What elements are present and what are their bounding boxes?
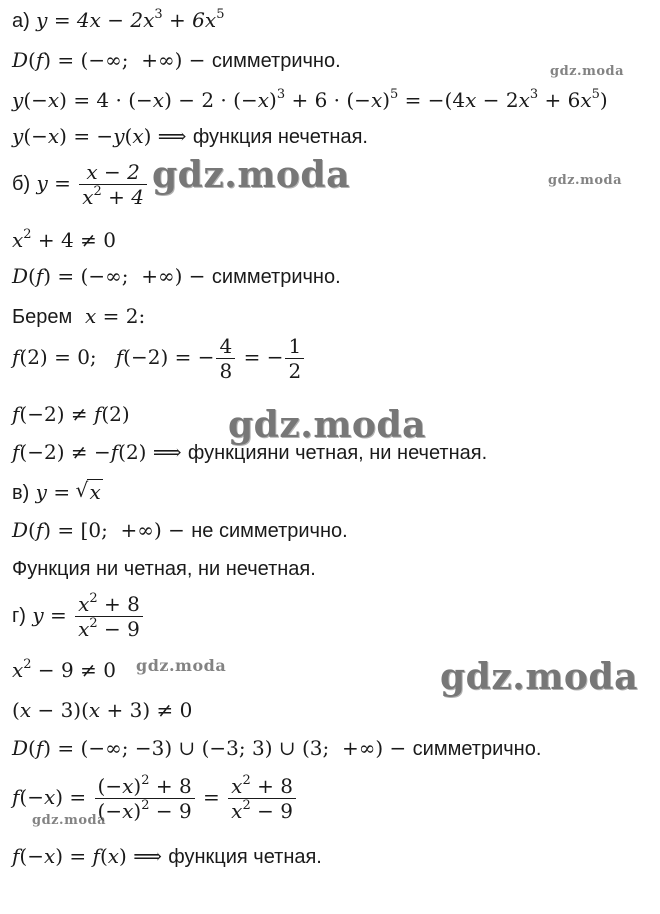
formula-b7: f: [12, 440, 20, 464]
sqrt-icon: √ x: [76, 478, 102, 506]
formula-g5: f: [12, 785, 20, 809]
formula-a3: y: [12, 88, 24, 112]
line-v1: [12, 478, 103, 507]
line-a2: D(f) = (−∞; +∞) − симметрично.: [12, 48, 341, 72]
line-a1: [12, 6, 224, 35]
watermark-small-4: gdz.moda: [32, 813, 107, 828]
line-b7: f(−2) ≠ −f(2) ⟹ функцияни четная, ни нечетная.: [12, 440, 488, 464]
line-g2: [12, 656, 116, 684]
text-symmetric-b: симметрично.: [211, 266, 341, 288]
line-a4: y(−x) = −y(x) ⟹ функция нечетная.: [12, 124, 368, 148]
fraction-g5b: $\frac{x^2 + 8}{x^2 - 9}$: [228, 774, 296, 823]
text-neither-1: функцияни четная, ни нечетная.: [187, 442, 488, 464]
line-b6: f(−2) ≠ f(2): [12, 402, 130, 426]
fraction-4-8: $\frac{4}{8}$: [216, 334, 235, 383]
text-neither-2: Функция ни четная, ни нечетная.: [12, 558, 316, 580]
formula-g6: f: [12, 844, 20, 868]
formula-g2: $x^2 - 9 \ne 0$: [12, 657, 116, 682]
fraction-g1: $\frac{x^2 + 8}{x^2 - 9}$: [75, 592, 143, 641]
line-a3: $y(-x) = 4 \cdot (-x) - 2 \cdot (-x)^3 + 6 \cdot (-x)^5 = -(4x - 2x^3 + 6x^5)$: [12, 87, 608, 112]
text-symmetric-g: симметрично.: [412, 738, 542, 760]
formula-v2: D: [12, 518, 29, 542]
formula-g1: y = $\frac{x^2 + 8}{x^2 - 9}$: [32, 603, 145, 627]
line-g6: f(−x) = f(x) ⟹ функция четная.: [12, 844, 322, 868]
fraction-1-2: $\frac{1}{2}$: [285, 334, 304, 383]
text-take: Берем: [12, 306, 73, 328]
text-odd: функция нечетная.: [192, 126, 368, 148]
formula-a2: D: [12, 48, 29, 72]
watermark-big-3: gdz.moda: [440, 656, 638, 698]
watermark-small-1: gdz.moda: [550, 64, 625, 79]
formula-b2: $x^2 + 4 \ne 0$: [12, 227, 116, 252]
label-b: б): [12, 173, 31, 195]
fraction-b1: $\frac{x - 2}{x^2 + 4}$: [79, 160, 147, 209]
formula-g4: D: [12, 736, 29, 760]
watermark-big-2: gdz.moda: [228, 404, 426, 446]
formula-b6: f: [12, 402, 20, 426]
formula-a1: $y = 4x - 2x^3 + 6x^5$: [36, 7, 225, 32]
line-g3: [12, 696, 192, 724]
formula-b1: y = $\frac{x - 2}{x^2 + 4}$: [36, 171, 149, 195]
line-b4: [12, 302, 145, 331]
text-not-symmetric: не симметрично.: [191, 520, 348, 542]
formula-b3: D: [12, 264, 29, 288]
line-b1: [12, 160, 149, 209]
formula-g3: (x − 3)(x + 3) ≠ 0: [12, 698, 193, 722]
line-g5: f(−x) = $\frac{(-x)^2 + 8}{(-x)^2 - 9}$ = $\frac{x^2 + 8}{x^2 - 9}$: [12, 774, 298, 823]
fraction-g5a: $\frac{(-x)^2 + 8}{(-x)^2 - 9}$: [95, 774, 195, 823]
formula-b5: f: [12, 345, 20, 369]
label-a: а): [12, 10, 30, 32]
text-symmetric-a: симметрично.: [211, 50, 341, 72]
label-g: г): [12, 605, 26, 627]
watermark-big-1: gdz.moda: [152, 154, 350, 196]
formula-b4: x = 2:: [78, 304, 146, 328]
label-v: в): [12, 482, 30, 504]
formula-a4: y: [12, 124, 24, 148]
line-v2: D(f) = [0; +∞) − не симметрично.: [12, 518, 348, 542]
watermark-small-3: gdz.moda: [136, 656, 227, 675]
text-even: функция четная.: [168, 846, 322, 868]
line-b2: [12, 226, 116, 254]
watermark-small-2: gdz.moda: [548, 173, 623, 188]
line-b5: f(2) = 0; f(−2) = − $\frac{4}{8}$ = − $\frac{1}{2}$: [12, 334, 306, 383]
line-v3: [12, 554, 316, 583]
line-b3: D(f) = (−∞; +∞) − симметрично.: [12, 264, 341, 288]
line-g1: [12, 592, 145, 641]
line-g4: D(f) = (−∞; −3) ∪ (−3; 3) ∪ (3; +∞) − симметрично.: [12, 736, 542, 760]
formula-v1: y = √ x: [36, 480, 103, 504]
